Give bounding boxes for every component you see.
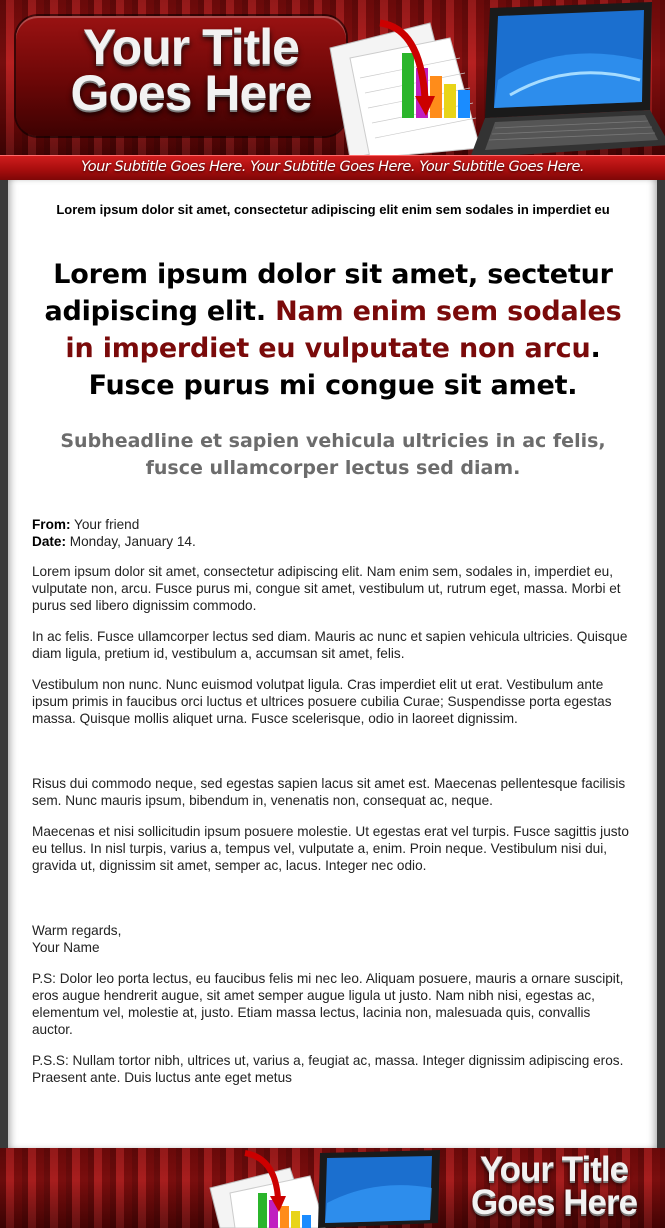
headline-highlight: Nam enim sem sodales in imperdiet eu vulputate non arcu	[65, 296, 622, 364]
headline-text: Lorem ipsum dolor sit amet, sectetur adipiscing elit.	[44, 259, 613, 327]
closing	[32, 922, 632, 956]
footer-banner	[0, 1148, 665, 1228]
date-label: Date:	[32, 534, 66, 549]
page-title: Your Title Goes Here	[70, 19, 312, 121]
paragraph: Risus dui commodo neque, sed egestas sapien lacus sit amet est. Maecenas pellentesque facilisis sem. Nunc mauris ipsum, bibendum in, venenatis non, consequat ac, neque.	[32, 776, 626, 808]
laptop-icon	[470, 0, 665, 160]
closing-text: Warm regards,	[32, 923, 122, 938]
header-banner	[0, 0, 665, 180]
headline	[30, 256, 636, 404]
from-value: Your friend	[70, 517, 140, 532]
letter-body	[32, 516, 632, 1100]
footer-title: Your Title Goes Here	[470, 1150, 638, 1222]
post-postscript: P.S.S: Nullam tortor nibh, ultrices ut, varius a, feugiat ac, massa. Integer dignissim adipiscing eros. Praesent ante. Duis luctus ante eget metus	[32, 1053, 624, 1085]
paragraph: Maecenas et nisi sollicitudin ipsum posuere molestie. Ut egestas erat vel turpis. Fusce sagittis justo eu tellus. In nisl turpis, varius a, tempus vel, vulputate a, enim. Proin neque. Vestibulum nisi dui, gravida ut, dignissim sit amet, semper ac, lacus. Integer nec odio.	[32, 824, 629, 873]
subtitle-bar	[0, 155, 665, 180]
paragraph: Lorem ipsum dolor sit amet, consectetur adipiscing elit. Nam enim sem, sodales in, imperdiet eu, vulputate non, arcu. Fusce purus mi, congue sit amet, vestibulum ut, rutrum eget, massa. Morbi et purus sed libero dignissim commodo.	[32, 564, 621, 613]
paragraph: In ac felis. Fusce ullamcorper lectus sed diam. Mauris ac nunc et sapien vehicula ultricies. Quisque diam ligula, pretium id, vestibulum a, accumsan sit amet, felis.	[32, 629, 628, 661]
bar-chart-papers-icon	[200, 1148, 450, 1228]
from-label: From:	[32, 517, 71, 532]
content-area	[8, 180, 657, 1148]
postscript: P.S: Dolor leo porta lectus, eu faucibus felis mi nec leo. Aliquam posuere, mauris a ornare suscipit, eros augue hendrerit augue, sit amet semper augue ligula ut justo. Nam nibh nisi, egestas ac, elementum vel, molestie at, justo. Etiam massa lectus, lacinia non, malesuada quis, convallis auctor.	[32, 971, 624, 1037]
pre-headline: Lorem ipsum dolor sit amet, consectetur adipiscing elit enim sem sodales in imperdiet eu	[56, 202, 610, 217]
subheadline: Subheadline et sapien vehicula ultricies in ac felis, fusce ullamcorper lectus sed diam.	[60, 430, 606, 479]
signature: Your Name	[32, 940, 100, 955]
headline-text-end: . Fusce purus mi congue sit amet.	[88, 333, 601, 401]
letter-meta	[32, 516, 632, 550]
paragraph: Vestibulum non nunc. Nunc euismod volutpat ligula. Cras imperdiet elit ut erat. Vestibulum ante ipsum primis in faucibus orci luctus et ultrices posuere cubilia Curae; Suspendisse porta egestas massa. Quisque mollis aliquet urna. Fusce scelerisque, odio in laoreet dignissim.	[32, 677, 612, 726]
page-subtitle: Your Subtitle Goes Here. Your Subtitle Goes Here. Your Subtitle Goes Here.	[80, 159, 585, 175]
date-value: Monday, January 14.	[66, 534, 196, 549]
